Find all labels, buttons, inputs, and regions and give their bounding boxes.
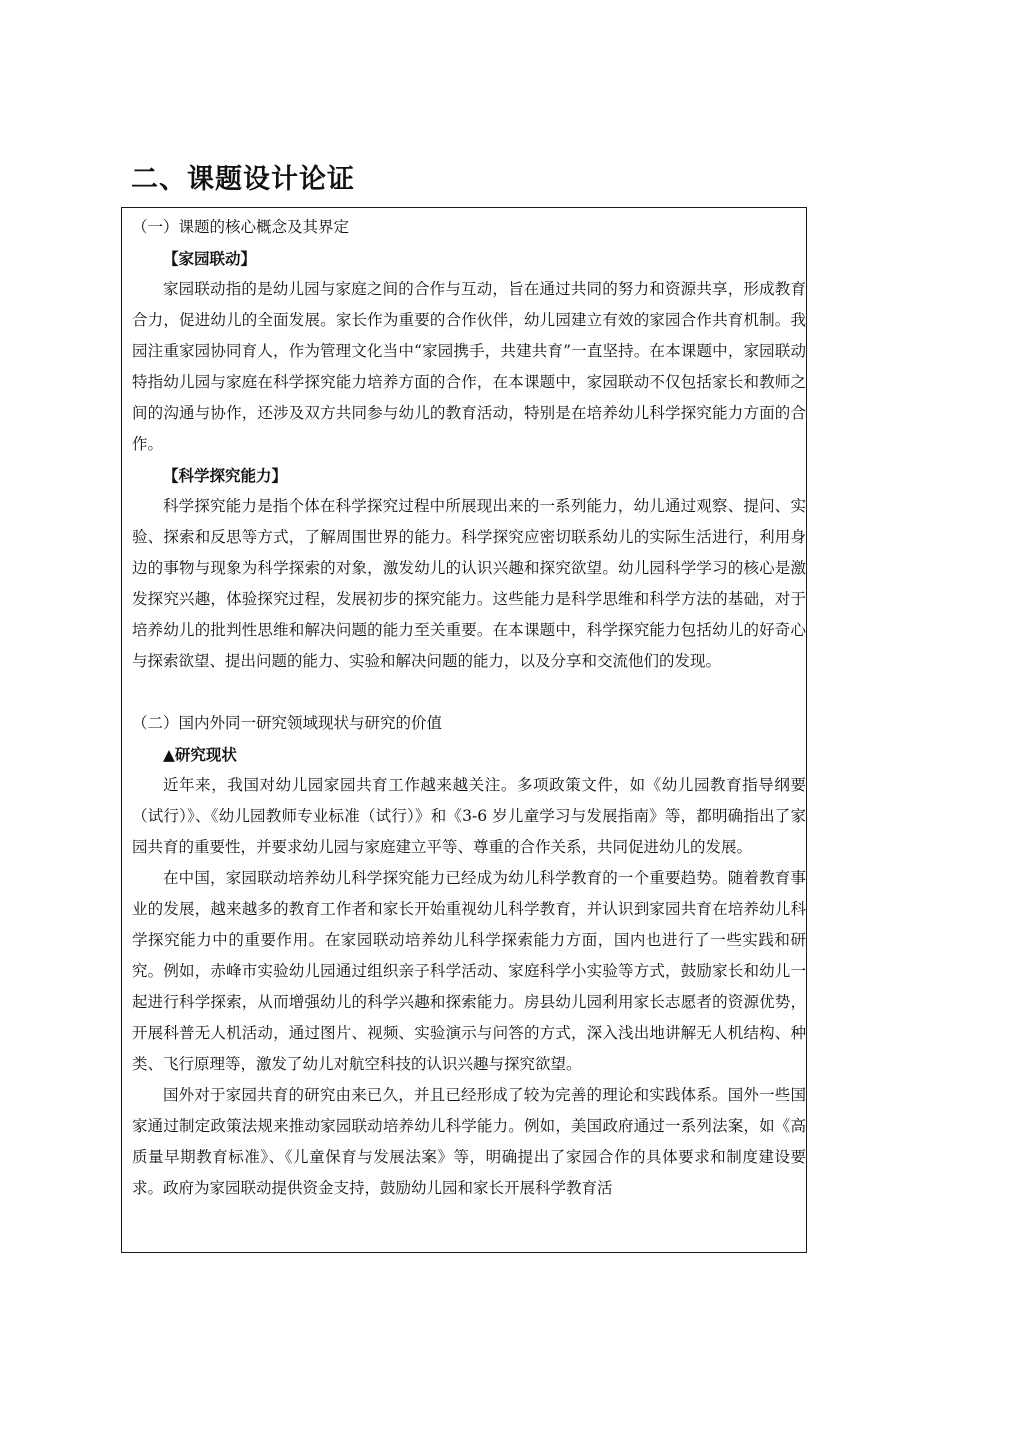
research-paragraph-1: 近年来，我国对幼儿园家园共育工作越来越关注。多项政策文件，如《幼儿园教育指导纲要（试行）》、《幼儿园教师专业标准（试行）》和《3-6 岁儿童学习与发展指南》等，都明确指出了家园共育的重要性，并要求幼儿园与家庭建立平等、尊重的合作关系，共同促进幼儿的发展。 [132, 776, 806, 856]
research-paragraph-2: 在中国，家园联动培养幼儿科学探究能力已经成为幼儿科学教育的一个重要趋势。随着教育事业的发展，越来越多的教育工作者和家长开始重视幼儿科学教育，并认识到家园共育在培养幼儿科学探究能力中的重要作用。在家园联动培养幼儿科学探索能力方面，国内也进行了一些实践和研究。例如，赤峰市实验幼儿园通过组织亲子科学活动、家庭科学小实验等方式，鼓励家长和幼儿一起进行科学探索，从而增强幼儿的科学兴趣和探索能力。房县幼儿园利用家长志愿者的资源优势，开展科普无人机活动，通过图片、视频、实验演示与问答的方式，深入浅出地讲解无人机结构、种类、飞行原理等，激发了幼儿对航空科技的认识兴趣与探究欲望。 [132, 869, 806, 1073]
term-1-definition: 家园联动指的是幼儿园与家庭之间的合作与互动，旨在通过共同的努力和资源共享，形成教育合力，促进幼儿的全面发展。家长作为重要的合作伙伴，幼儿园建立有效的家园合作共育机制。我园注重家园协同育人，作为管理文化当中“家园携手，共建共育”一直坚持。在本课题中，家园联动特指幼儿园与家庭在科学探究能力培养方面的合作，在本课题中，家园联动不仅包括家长和教师之间的沟通与协作，还涉及双方共同参与幼儿的教育活动，特别是在培养幼儿科学探究能力方面的合作。 [132, 280, 806, 453]
research-paragraph-3: 国外对于家园共育的研究由来已久，并且已经形成了较为完善的理论和实践体系。国外一些国家通过制定政策法规来推动家园联动培养幼儿科学能力。例如，美国政府通过一系列法案，如《高质量早期教育标准》、《儿童保育与发展法案》等，明确提出了家园合作的具体要求和制度建设要求。政府为家园联动提供资金支持，鼓励幼儿园和家长开展科学教育活 [132, 1086, 806, 1197]
term-1-label: 【家园联动】 [163, 249, 257, 268]
section-1-heading: （一）课题的核心概念及其界定 [132, 218, 350, 236]
term-2-label: 【科学探究能力】 [163, 466, 288, 485]
section-2-heading: （二）国内外同一研究领域现状与研究的价值 [132, 714, 443, 732]
research-status-subheading: ▲研究现状 [163, 745, 237, 764]
argument-form-box [121, 207, 807, 1253]
section-spacer [132, 677, 806, 708]
page-title: 二、课题设计论证 [131, 164, 355, 195]
term-2-definition: 科学探究能力是指个体在科学探究过程中所展现出来的一系列能力，幼儿通过观察、提问、实验、探索和反思等方式，了解周围世界的能力。科学探究应密切联系幼儿的实际生活进行，利用身边的事物与现象为科学探索的对象，激发幼儿的认识兴趣和探究欲望。幼儿园科学学习的核心是激发探究兴趣，体验探究过程，发展初步的探究能力。这些能力是科学思维和科学方法的基础，对于培养幼儿的批判性思维和解决问题的能力至关重要。在本课题中，科学探究能力包括幼儿的好奇心与探索欲望、提出问题的能力、实验和解决问题的能力，以及分享和交流他们的发现。 [132, 497, 806, 670]
